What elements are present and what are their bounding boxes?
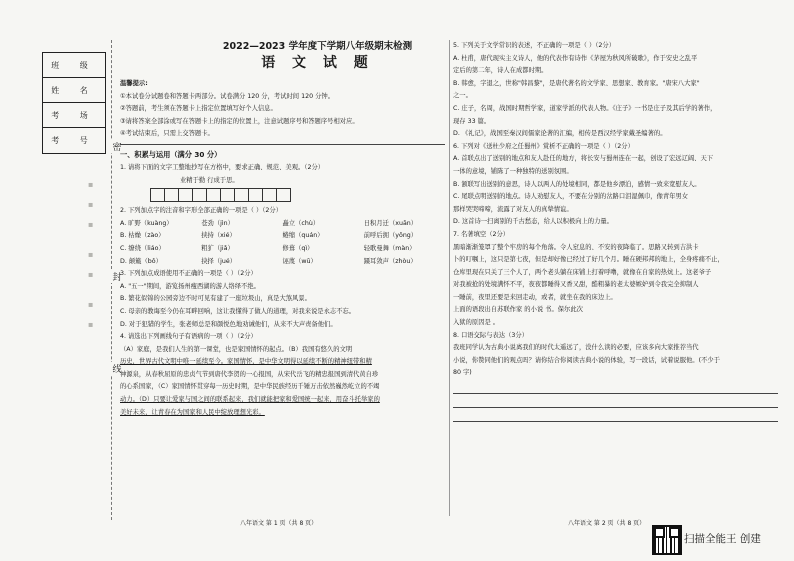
- passage-line: 仓库里现在只关了三个人了，两个老头躺在床铺上打着呼噜，就像在自家的热炕上。这老爷子: [453, 268, 712, 276]
- copy-grid[interactable]: [150, 188, 445, 202]
- q2-options: [120, 218, 445, 268]
- option: 轻歌曼舞（màn）: [363, 244, 416, 252]
- passage-line: 黑暗渐渐笼罩了整个牢房的每个角落。令人窒息的、不安的夜降临了。思路又转到吉洪卡: [453, 243, 699, 251]
- question-2: 2. 下列加点字的注音和字形全部正确的一项是（ ）（2分）: [120, 207, 282, 215]
- option: 粗犷（jiǎ）: [201, 244, 234, 252]
- notice-item: ①本试卷分试题卷和答题卡两部分。试卷满分 120 分，考试时间 120 分钟。: [120, 92, 335, 100]
- option: D. 颠簸（bǒ）: [120, 257, 162, 265]
- question-5: 5. 下列关于文学常识的表述，不正确的一项是（ ）（2分）: [453, 42, 615, 49]
- option: D. 《礼记》，战国至秦汉间儒家论著的汇编，相传是西汉经学家戴圣编著的。: [453, 130, 667, 138]
- option: A. 首联点出了送别的地点和友人赴任的地方，将长安与蜀州连在一起，创设了宏远辽阔、天下: [453, 155, 714, 163]
- section-heading: 一、积累与运用（满分 30 分）: [120, 149, 222, 159]
- notice-item: ②答题前，考生须在答题卡上指定位置填写好个人信息。: [120, 105, 277, 113]
- option: 诬蔑（wū）: [282, 257, 317, 265]
- option: B. 繁花似锦的公园旁边不时可见有建了一座垃圾山，真是大煞风景。: [120, 295, 311, 303]
- qr-code-icon: [652, 525, 682, 555]
- copy-text: 业精于勤 行成于思。: [180, 176, 239, 184]
- option: 前呼后拥（yōng）: [363, 232, 418, 240]
- option: 蹑耳敛声（zhòu）: [363, 257, 417, 265]
- passage-line: 小说，你赞同他们的观点吗？请你结合你阅读古典小说的体验，写一段话，试着说服他。(不少于: [453, 356, 720, 364]
- question-3: 3. 下列加点成语使用不正确的一项是（ ）（2分）: [120, 270, 257, 278]
- passage-line: 80 字): [453, 369, 472, 377]
- option: A. 旷野（kuàng）: [120, 219, 173, 227]
- option: 日积月迁（xuān）: [363, 219, 418, 227]
- passage-line: 一睡前，夜里还要是来回走动，或者，就坐在我的床边上。: [453, 293, 617, 301]
- student-info-box: [42, 52, 106, 154]
- option: 挟持（xié）: [201, 232, 236, 240]
- info-class: 班 级: [43, 53, 105, 78]
- question-8: 8. 口语交际与表达（3分）: [453, 331, 528, 339]
- option: B. 颔联写出送别的意思，诗人以两人的处境相同，都是他乡漂泊，感情一致来宽慰友人。: [453, 180, 701, 188]
- question-1: 1. 请将下面的文字工整地抄写在方格中，要求正确、规范、美观。（2分）: [120, 163, 325, 171]
- option: C. 缭绕（liáo）: [120, 244, 165, 252]
- question-7: 7. 名著填空（2分）: [453, 230, 510, 238]
- passage-line: 历史，世界古代文明中唯一延续至今。家国情怀，是中华文明得以延续不断的精神纽带和精: [120, 358, 372, 366]
- passage-line: 卜的叮嘱上，这只是第七夜，但是却好像已经过了好几个月。睡在硬邦邦的地上，全身疼痛不止，: [453, 256, 724, 264]
- page-footer-left: 八年语文 第 1 页（共 8 页）: [240, 520, 318, 527]
- option: 矗立（chù）: [282, 219, 320, 227]
- passage-line: 美好未来，让青春在为国家和人民中绽放理想光彩。: [120, 408, 265, 416]
- notice-item: ④考试结束后，只需上交答题卡。: [120, 130, 214, 138]
- passage-line: 我班同学认为古典小说离我们的时代太遥远了，没什么读的必要，应该多向大家推荐当代: [453, 344, 699, 352]
- passage-line: 对我被抢的处境满怀不平，夜夜都睡得又香又甜，酷粗暴的老太婆嫉妒到令我完全抑制人: [453, 281, 699, 289]
- scanner-watermark: 扫描全能王 创建: [684, 533, 761, 545]
- subject-title: 语 文 试 题: [261, 55, 374, 71]
- passage-line: 动力。（D）只要让爱家与国之间的联系起来，我们就能把家和爱国统一起来，用奋斗托举家的: [120, 396, 380, 404]
- info-number: 考 号: [51, 135, 97, 145]
- fill-blank[interactable]: 上面的语段出自苏联作家 的小说 书。保尔此次: [453, 306, 583, 314]
- separator: [120, 144, 445, 145]
- option: 修葺（qì）: [282, 244, 314, 252]
- option: 苍劲（jìn）: [201, 219, 234, 227]
- passage-line: 神源泉，从春秋屈原的忠贞气节到唐代李贺的一心报国，从宋代岳飞的精忠报国到清代黄自珍: [120, 370, 379, 378]
- option: 之一。: [453, 92, 472, 100]
- option: 现存 33 篇。: [453, 117, 491, 125]
- option: A. "五一"期间，游览扬州瘦西湖的游人络绎不绝。: [120, 282, 260, 290]
- exam-title: 2022—2023 学年度下学期八年级期末检测: [222, 41, 413, 52]
- option: D. 这首诗一扫离别的千古愁态，给人以积极向上的力量。: [453, 218, 613, 226]
- option: 蜷缩（quán）: [282, 232, 324, 240]
- fill-blank[interactable]: 入狱的原因是 。: [453, 319, 500, 327]
- option: B. 韩愈，字退之，世称"韩昌黎"，是唐代著名的文学家、思想家、教育家。"唐宋八大家": [453, 79, 700, 87]
- info-name: 姓 名: [43, 78, 105, 103]
- notice-item: ③请将答案全部涂或写在答题卡上的指定的位置上，注意试题序号和答题序号相对应。: [120, 117, 359, 125]
- option: 抉择（jué）: [201, 257, 237, 265]
- option: B. 枯燥（zào）: [120, 232, 165, 240]
- option: 定后的第二年，诗人在成都时期。: [453, 67, 548, 75]
- option: D. 对于犯错的学生，张老师总是和颜悦色地劝诫他们，从来不大声责备他们。: [120, 320, 337, 328]
- answer-line[interactable]: [453, 396, 778, 408]
- option: C. 尾联点明送别的地点。诗人劝慰友人，不要在分别的岔路口泪湿佩巾，像青年男女: [453, 193, 689, 201]
- option: A. 杜甫，唐代现实主义诗人，他的代表作有诗作《茅屋为秋风所破歌》，作于安史之乱平: [453, 54, 698, 62]
- option: 那样哭哭啼啼，流露了对友人的真挚情谊。: [453, 205, 573, 213]
- page-divider: [449, 40, 450, 516]
- option: C. 庄子，名周，战国时期哲学家，道家学派的代表人物。《庄子》一书是庄子及其后学的著作，: [453, 104, 717, 112]
- question-6: 6. 下列对《送杜少府之任蜀州》赏析不正确的一项是（ ）（2分）: [453, 142, 634, 150]
- seal-mark-feng: 封: [111, 270, 123, 283]
- question-4: 4. 请选出下列画线句子有语病的一项（ ）（2分）: [120, 333, 257, 341]
- answer-line[interactable]: [453, 382, 778, 394]
- passage-line: 的心系国家，（C）家国情怀贯穿每一历史时期，是中华民族经历千锤万击依然巍然屹立的不竭: [120, 383, 380, 391]
- option: C. 母亲的教诲至今仍在耳畔回响，这让我懂得了做人的道理，对我来说是永志不忘。: [120, 307, 356, 315]
- right-page: [453, 40, 778, 422]
- passage-line: （A）家庭，是我们人生的第一课堂，也是家国情怀的起点。（B）我国有悠久的文明: [120, 345, 353, 353]
- seal-mark-mi: 密: [111, 140, 123, 153]
- left-page: [120, 40, 445, 419]
- answer-line[interactable]: [453, 410, 778, 422]
- notice-heading: 温馨提示:: [120, 80, 148, 87]
- faded-margin-text: ▪ ▪ ▪ ▪ ▪ ▪ ▪: [88, 180, 94, 329]
- page-footer-right: 八年语文 第 2 页（共 8 页）: [568, 520, 646, 527]
- option: 一体的意境，铺陈了一种独特的送别氛围。: [453, 167, 573, 175]
- info-room: 考 场: [43, 103, 105, 128]
- seal-mark-xian: 线: [111, 362, 123, 375]
